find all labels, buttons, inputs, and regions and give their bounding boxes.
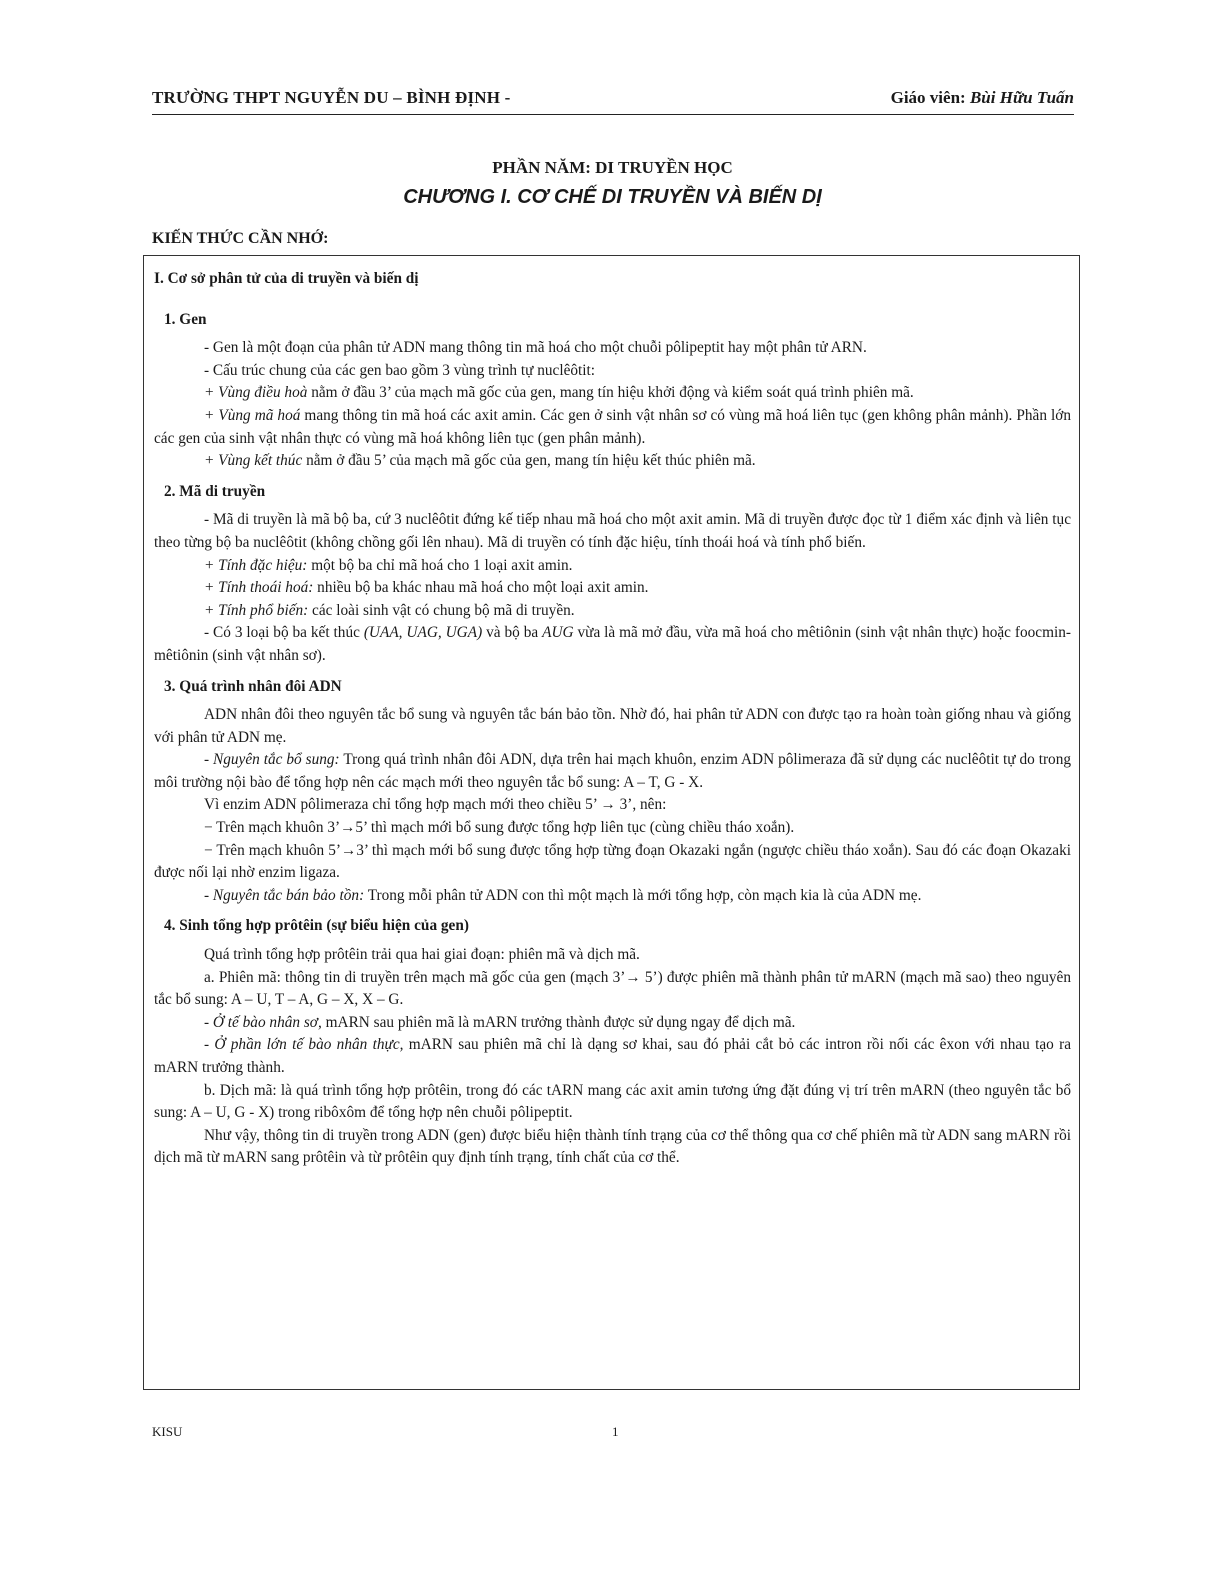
text: mARN sau phiên mã là mARN trưởng thành được sử dụng ngay để dịch mã. [321, 1013, 796, 1031]
paragraph [154, 749, 1071, 794]
bullet [154, 600, 1071, 623]
page-number: 1 [612, 1424, 619, 1439]
paragraph [154, 1034, 1071, 1079]
content-box [143, 255, 1080, 1390]
paragraph: b. Dịch mã: là quá trình tổng hợp prôtêin, trong đó các tARN mang các axit amin tương ứng đặt đúng vị trí trên mARN (theo nguyên tắc bổ sung: A – U, G - X) trong ribôxôm để tổng hợp nên chuỗi pôlipeptit. [154, 1081, 1071, 1122]
term: - Nguyên tắc bán bảo tồn: [204, 886, 365, 904]
paragraph [154, 885, 1071, 908]
bullet-text: nằm ở đầu 5’ của mạch mã gốc của gen, mang tín hiệu kết thúc phiên mã. [302, 452, 756, 470]
text: mARN sau phiên mã chỉ là dạng sơ khai, sau đó phải cắt bỏ các intron rồi nối các êxon với nhau tạo ra mARN trưởng thành. [154, 1036, 1071, 1076]
teacher-name: Bùi Hữu Tuấn [969, 88, 1074, 107]
subheading-gen: 1. Gen [164, 310, 207, 328]
bullet-text: nằm ở đầu 3’ của mạch mã gốc của gen, mang tín hiệu khởi động và kiểm soát quá trình phiên mã. [307, 384, 914, 402]
term: - Ở phần lớn tế bào nhân thực, [204, 1036, 404, 1054]
bullet-text: mang thông tin mã hoá các axit amin. Các gen ở sinh vật nhân sơ có vùng mã hoá liên tục (gen không phân mảnh). Phần lớn các gen của sinh vật nhân thực có vùng mã hoá không liên tục (gen phân mảnh). [154, 406, 1071, 447]
paragraph [154, 622, 1071, 667]
part-title: PHẦN NĂM: DI TRUYỀN HỌC [492, 158, 733, 177]
term: - Nguyên tắc bổ sung: [204, 751, 340, 769]
subheading-nhan-doi: 3. Quá trình nhân đôi ADN [164, 677, 342, 695]
paragraph: - Gen là một đoạn của phân tử ADN mang thông tin mã hoá cho một chuỗi pôlipeptit hay một phân tử ARN. [204, 339, 867, 357]
paragraph: − Trên mạch khuôn 3’→5’ thì mạch mới bổ sung được tổng hợp liên tục (cùng chiều tháo xoắn). [204, 819, 795, 837]
heading-1: I. Cơ sở phân tử của di truyền và biến dị [154, 270, 419, 287]
page-header [152, 86, 1074, 115]
paragraph [154, 1012, 1071, 1035]
start-codon: AUG [542, 624, 574, 642]
stop-codons: (UAA, UAG, UGA) [363, 624, 483, 642]
paragraph: ADN nhân đôi theo nguyên tắc bổ sung và nguyên tắc bán bảo tồn. Nhờ đó, hai phân tử ADN con được tạo ra hoàn toàn giống nhau và giống với phân tử ADN mẹ. [154, 706, 1071, 746]
school-name: TRƯỜNG THPT NGUYỄN DU – BÌNH ĐỊNH - [152, 88, 511, 107]
paragraph: - Mã di truyền là mã bộ ba, cứ 3 nuclêôtit đứng kế tiếp nhau mã hoá cho một axit amin. Mã di truyền được đọc từ 1 điểm xác định và liên tục theo từng bộ ba nuclêôtit (không chồng gối lên nhau). Mã di truyền có tính đặc hiệu, tính thoái hoá và tính phổ biến. [154, 511, 1071, 551]
chapter-title: CHƯƠNG I. CƠ CHẾ DI TRUYỀN VÀ BIẾN DỊ [403, 186, 822, 208]
text: Trong mỗi phân tử ADN con thì một mạch là mới tổng hợp, còn mạch kia là của ADN mẹ. [364, 886, 922, 904]
bullet-term: + Tính phổ biến: [204, 601, 309, 619]
paragraph: Như vậy, thông tin di truyền trong ADN (gen) được biểu hiện thành tính trạng của cơ thể thông qua cơ chế phiên mã từ ADN sang mARN rồi dịch mã từ mARN sang prôtêin và từ prôtêin quy định tính trạng, tính chất của cơ thể. [154, 1126, 1071, 1167]
paragraph: Vì enzim ADN pôlimeraza chỉ tổng hợp mạch mới theo chiều 5’ → 3’, nên: [204, 796, 667, 814]
paragraph: Quá trình tổng hợp prôtêin trải qua hai giai đoạn: phiên mã và dịch mã. [204, 946, 640, 964]
bullet [154, 450, 1071, 473]
text: - Có 3 loại bộ ba kết thúc [204, 624, 364, 642]
bullet-term: + Vùng mã hoá [204, 406, 301, 424]
paragraph: - Cấu trúc chung của các gen bao gồm 3 vùng trình tự nuclêôtit: [204, 361, 596, 379]
subheading-protein: 4. Sinh tổng hợp prôtêin (sự biểu hiện của gen) [164, 917, 469, 935]
bullet [154, 382, 1071, 405]
paragraph: a. Phiên mã: thông tin di truyền trên mạch mã gốc của gen (mạch 3’→ 5’) được phiên mã thành phân tử mARN (mạch mã sao) theo nguyên tắc bổ sung: A – U, T – A, G – X, X – G. [154, 968, 1071, 1009]
bullet-term: + Vùng điều hoà [204, 384, 308, 402]
bullet-term: + Vùng kết thúc [204, 452, 303, 470]
paragraph: − Trên mạch khuôn 5’→3’ thì mạch mới bổ sung được tổng hợp từng đoạn Okazaki ngắn (ngược chiều tháo xoắn). Sau đó các đoạn Okazaki được nối lại nhờ enzim ligaza. [154, 841, 1071, 882]
text: vừa là mã mở đầu, vừa mã hoá cho mêtiônin (sinh vật nhân thực) hoặc foocmin-mêtiônin (sinh vật nhân sơ). [154, 624, 1071, 664]
section-heading: KIẾN THỨC CẦN NHỚ: [152, 230, 329, 247]
teacher-info [891, 88, 1074, 108]
bullet-term: + Tính thoái hoá: [204, 579, 314, 597]
footer-label: KISU [152, 1424, 183, 1439]
bullet-text: các loài sinh vật có chung bộ mã di truyền. [308, 601, 575, 619]
term: - Ở tế bào nhân sơ, [204, 1013, 322, 1031]
bullet-text: một bộ ba chỉ mã hoá cho 1 loại axit amin. [307, 556, 573, 574]
text: Trong quá trình nhân đôi ADN, dựa trên hai mạch khuôn, enzim ADN pôlimeraza đã sử dụng các nuclêôtit tự do trong môi trường nội bào để tổng hợp nên các mạch mới theo nguyên tắc bổ sung: A – T, G - X. [154, 751, 1071, 791]
bullet-term: + Tính đặc hiệu: [204, 556, 308, 574]
bullet-text: nhiều bộ ba khác nhau mã hoá cho một loại axit amin. [313, 579, 649, 597]
bullet [154, 405, 1071, 450]
subheading-ma-di-truyen: 2. Mã di truyền [164, 482, 266, 500]
bullet [154, 555, 1071, 578]
text: và bộ ba [482, 624, 543, 642]
teacher-label: Giáo viên: [890, 88, 970, 107]
bullet [154, 577, 1071, 600]
